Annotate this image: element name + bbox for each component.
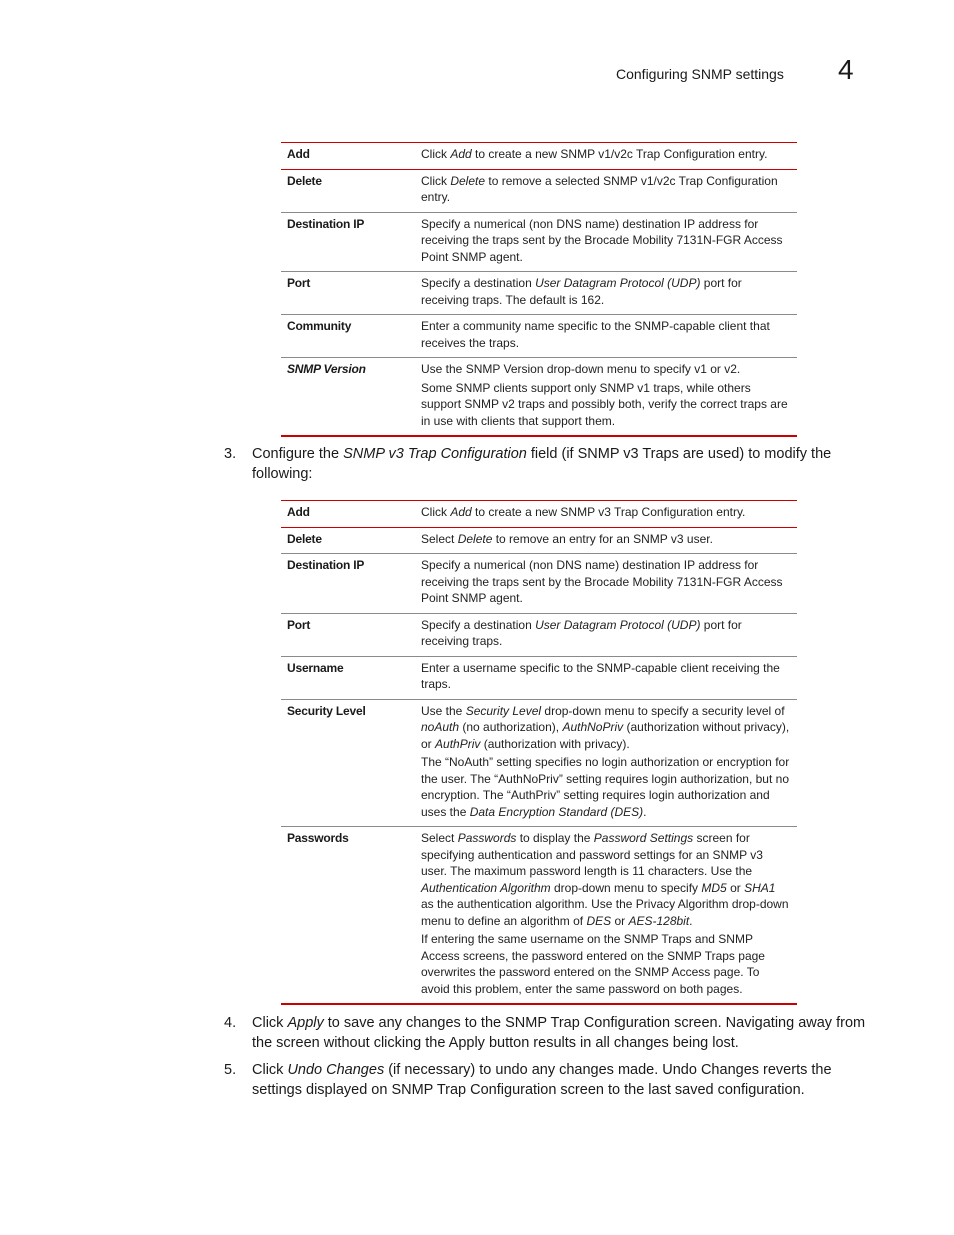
- table-row: [281, 143, 797, 169]
- term-cell: Add: [287, 505, 310, 519]
- step-3-text: Configure the SNMP v3 Trap Configuration field (if SNMP v3 Traps are used) to modify the following:: [252, 446, 832, 482]
- step-4-text: Click Apply to save any changes to the SNMP Trap Configuration screen. Navigating away from the screen without clicking the Apply button results in all changes being lost.: [252, 1015, 866, 1051]
- description-paragraph: Specify a numerical (non DNS name) destination IP address for receiving the traps sent by the Brocade Mobility 7131N-FGR Access Point SNMP agent.: [421, 558, 783, 605]
- description-cell: [415, 272, 797, 315]
- term-cell: Destination IP: [287, 216, 365, 231]
- table-row: [281, 656, 797, 699]
- description-cell: [415, 501, 797, 527]
- description-paragraph: Specify a destination User Datagram Protocol (UDP) port for receiving traps. The default is 162.: [421, 276, 742, 307]
- description-cell: [415, 169, 797, 212]
- table-row: [281, 501, 797, 527]
- description-paragraph: Enter a community name specific to the SNMP-capable client that receives the traps.: [421, 319, 770, 350]
- table-row: [281, 272, 797, 315]
- table-row: [281, 358, 797, 437]
- table-row: [281, 827, 797, 1005]
- description-paragraph: Specify a numerical (non DNS name) destination IP address for receiving the traps sent by the Brocade Mobility 7131N-FGR Access Point SNMP agent.: [421, 216, 783, 264]
- term-cell: Delete: [287, 173, 322, 188]
- description-cell: [415, 699, 797, 827]
- step-4-number: 4.: [224, 1015, 237, 1031]
- description-paragraph: Enter a username specific to the SNMP-capable client receiving the traps.: [421, 660, 780, 691]
- term-cell: Port: [287, 617, 311, 632]
- step-3-number: 3.: [224, 446, 237, 462]
- description-cell: [415, 527, 797, 554]
- table-row: [281, 699, 797, 827]
- description-cell: [415, 827, 797, 1005]
- description-paragraph: Click Add to create a new SNMP v3 Trap Configuration entry.: [421, 505, 746, 519]
- term-cell: Passwords: [287, 831, 349, 845]
- term-cell: Username: [287, 660, 344, 675]
- description-paragraph: Use the Security Level drop-down menu to specify a security level of noAuth (no authorization), AuthNoPriv (authorization without privacy), or AuthPriv (authorization with privacy).: [421, 703, 790, 751]
- step-4: [224, 1014, 869, 1053]
- term-cell: Destination IP: [287, 558, 365, 572]
- description-cell: [415, 554, 797, 614]
- term-cell: Delete: [287, 531, 322, 546]
- chapter-number: 4: [838, 54, 854, 85]
- description-paragraph: Select Delete to remove an entry for an SNMP v3 user.: [421, 531, 713, 546]
- description-cell: [415, 358, 797, 437]
- description-paragraph: Click Delete to remove a selected SNMP v1/v2c Trap Configuration entry.: [421, 173, 778, 204]
- term-cell: Community: [287, 319, 352, 333]
- snmp-v3-trap-table: [281, 501, 797, 1005]
- snmp-v1v2c-trap-table: [281, 143, 797, 437]
- term-cell: Add: [287, 147, 310, 161]
- description-paragraph: Some SNMP clients support only SNMP v1 traps, while others support SNMP v2 traps and possibly both, verify the correct traps are in use with clients that support them.: [421, 380, 788, 428]
- term-cell: Port: [287, 276, 311, 290]
- table-row: [281, 554, 797, 614]
- table-row: [281, 212, 797, 272]
- description-cell: [415, 613, 797, 656]
- description-cell: [415, 315, 797, 358]
- step-5: [224, 1061, 869, 1100]
- description-cell: [415, 656, 797, 699]
- description-cell: [415, 143, 797, 169]
- description-paragraph: Use the SNMP Version drop-down menu to specify v1 or v2.: [421, 362, 741, 376]
- step-5-text: Click Undo Changes (if necessary) to undo any changes made. Undo Changes reverts the settings displayed on SNMP Trap Configuration screen to the last saved configuration.: [252, 1062, 832, 1098]
- description-cell: [415, 212, 797, 272]
- table-row: [281, 527, 797, 554]
- description-paragraph: Select Passwords to display the Password Settings screen for specifying authentication and password settings for an SNMP v3 user. The maximum password length is 11 characters. Use the Authentication Algorithm drop-down menu to specify MD5 or SHA1 as the authentication algorithm. Use the Privacy Algorithm drop-down menu to define an algorithm of DES or AES-128bit.: [421, 831, 789, 928]
- term-cell: Security Level: [287, 703, 366, 718]
- table-row: [281, 169, 797, 212]
- description-paragraph: Click Add to create a new SNMP v1/v2c Trap Configuration entry.: [421, 147, 768, 161]
- description-paragraph: If entering the same username on the SNMP Traps and SNMP Access screens, the password entered on the SNMP Traps page overwrites the password entered on the SNMP Access page. To avoid this problem, enter the same password on both pages.: [421, 932, 765, 996]
- step-3: [224, 445, 869, 484]
- table-row: [281, 315, 797, 358]
- description-paragraph: Specify a destination User Datagram Protocol (UDP) port for receiving traps.: [421, 617, 742, 648]
- term-cell: SNMP Version: [287, 362, 366, 376]
- step-5-number: 5.: [224, 1062, 237, 1078]
- description-paragraph: The “NoAuth” setting specifies no login authorization or encryption for the user. The “AuthNoPriv” setting requires login authorization, but no encryption. The “AuthPriv” setting requires login authorization and uses the Data Encryption Standard (DES).: [421, 755, 790, 819]
- running-header-title: Configuring SNMP settings: [616, 66, 784, 82]
- table-row: [281, 613, 797, 656]
